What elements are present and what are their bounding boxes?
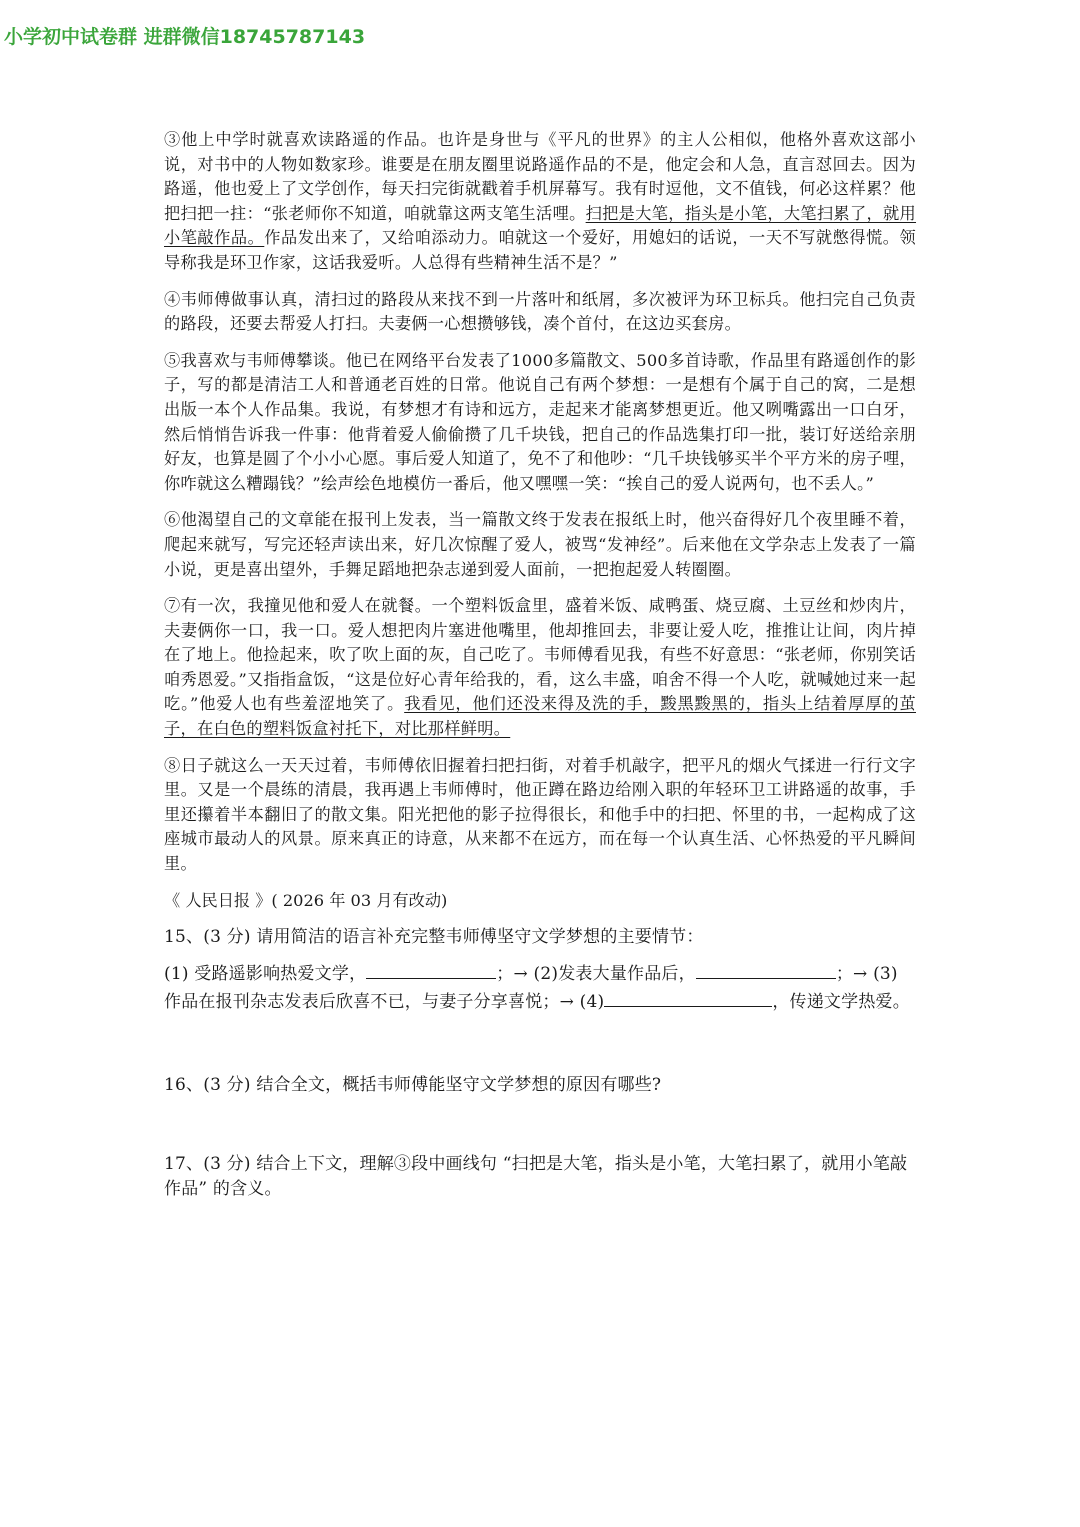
- paragraph-3-underlined: 扫把是大笔，指头是小笔，大笔扫累了，就用小笔敲作品。: [164, 203, 917, 248]
- exam-content: [164, 128, 916, 1202]
- article-source: 《 人民日报 》( 2026 年 03 月有改动): [164, 890, 448, 910]
- q15-step-4: ，传递文学热爱。: [772, 991, 910, 1012]
- paragraph-3-text-b: 作品发出来了，又给咱添动力。咱就这一个爱好，用媳妇的话说，一天不写就憋得慌。领导称我是环卫作家，这话我爱听。人总得有些精神生活不是？”: [164, 228, 916, 272]
- question-17: 17、(3 分) 结合上下文，理解③段中画线句 “扫把是大笔，指头是小笔，大笔扫累了，就用小笔敲作品” 的含义。: [164, 1154, 908, 1200]
- paragraph-6: ⑥他渴望自己的文章能在报刊上发表，当一篇散文终于发表在报纸上时，他兴奋得好几个夜里睡不着，爬起来就写，写完还轻声读出来，好几次惊醒了爱人，被骂“发神经”。后来他在文学杂志上发表了一篇小说，更是喜出望外，手舞足蹈地把杂志递到爱人面前，一把抱起爱人转圈圈。: [164, 510, 916, 579]
- watermark-text: 小学初中试卷群 进群微信18745787143: [4, 26, 366, 48]
- q15-step-3: ；→ (3) 作品在报刊杂志发表后欣喜不已，与妻子分享喜悦；→ (4): [164, 964, 898, 1012]
- paragraph-7: [164, 594, 916, 742]
- paragraph-8: ⑧日子就这么一天天过着，韦师傅依旧握着扫把扫街，对着手机敲字，把平凡的烟火气揉进一行行文字里。又是一个晨练的清晨，我再遇上韦师傅时，他正蹲在路边给刚入职的年轻环卫工讲路遥的故事，手里还攥着半本翻旧了的散文集。阳光把他的影子拉得很长，和他手中的扫把、怀里的书，一起构成了这座城市最动人的风景。原来真正的诗意，从来都不在远方，而在每一个认真生活、心怀热爱的平凡瞬间里。: [164, 755, 916, 874]
- q15-answer-blank-2[interactable]: [696, 960, 836, 979]
- q15-answer-blank-1[interactable]: [366, 960, 496, 979]
- question-16: 16、(3 分) 结合全文，概括韦师傅能坚守文学梦想的原因有哪些?: [164, 1075, 662, 1096]
- paragraph-3: [164, 128, 916, 276]
- paragraph-5: ⑤我喜欢与韦师傅攀谈。他已在网络平台发表了1000多篇散文、500多首诗歌，作品里有路遥创作的影子，写的都是清洁工人和普通老百姓的日常。他说自己有两个梦想：一是想有个属于自己的窝，二是想出版一本个人作品集。我说，有梦想才有诗和远方，走起来才能离梦想更近。他又咧嘴露出一口白牙，然后悄悄告诉我一件事：他背着爱人偷偷攒了几千块钱，把自己的作品选集打印一批，装订好送给亲朋好友，也算是圆了个小小心愿。事后爱人知道了，免不了和他吵：“几千块钱够买半个平方米的房子哩，你咋就这么糟蹋钱？”绘声绘色地模仿一番后，他又嘿嘿一笑：“挨自己的爱人说两句，也不丢人。”: [164, 350, 916, 493]
- q15-answer-blank-3[interactable]: [604, 988, 772, 1007]
- question-15-title: 15、(3 分) 请用简洁的语言补充完整韦师傅坚守文学梦想的主要情节：: [164, 927, 704, 948]
- question-15-body: [164, 960, 916, 1015]
- paragraph-4: ④韦师傅做事认真，清扫过的路段从来找不到一片落叶和纸屑，多次被评为环卫标兵。他扫完自己负责的路段，还要去帮爱人打扫。夫妻俩一心想攒够钱，凑个首付，在这边买套房。: [164, 289, 916, 334]
- q15-step-2: ；→ (2)发表大量作品后，: [496, 964, 696, 985]
- q15-step-1: (1) 受路遥影响热爱文学，: [164, 964, 367, 985]
- paragraph-3-text-a: ③他上中学时就喜欢读路遥的作品。也许是身世与《平凡的世界》的主人公相似，他格外喜欢这部小说，对书中的人物如数家珍。谁要是在朋友圈里说路遥作品的不是，他定会和人急，直言怼回去。因为路遥，他也爱上了文学创作，每天扫完街就戳着手机屏幕写。我有时逗他，文不值钱，何必这样累？他把扫把一拄：“张老师你不知道，咱就靠这两支笔生活哩。: [164, 130, 916, 223]
- paragraph-7-underlined: 我看见，他们还没来得及洗的手，黢黑黢黑的，指头上结着厚厚的茧子，在白色的塑料饭盒衬托下，对比那样鲜明。: [164, 694, 916, 739]
- paragraph-7-text-a: ⑦有一次，我撞见他和爱人在就餐。一个塑料饭盒里，盛着米饭、咸鸭蛋、烧豆腐、土豆丝和炒肉片，夫妻俩你一口，我一口。爱人想把肉片塞进他嘴里，他却推回去，非要让爱人吃，推推让让间，肉片掉在了地上。他捡起来，吹了吹上面的灰，自己吃了。韦师傅看见我，有些不好意思：“张老师，你别笑话咱秀恩爱。”又指指盒饭，“这是位好心青年给我的，看，这么丰盛，咱舍不得一个人吃，就喊她过来一起吃。”他爱人也有些羞涩地笑了。: [164, 596, 916, 714]
